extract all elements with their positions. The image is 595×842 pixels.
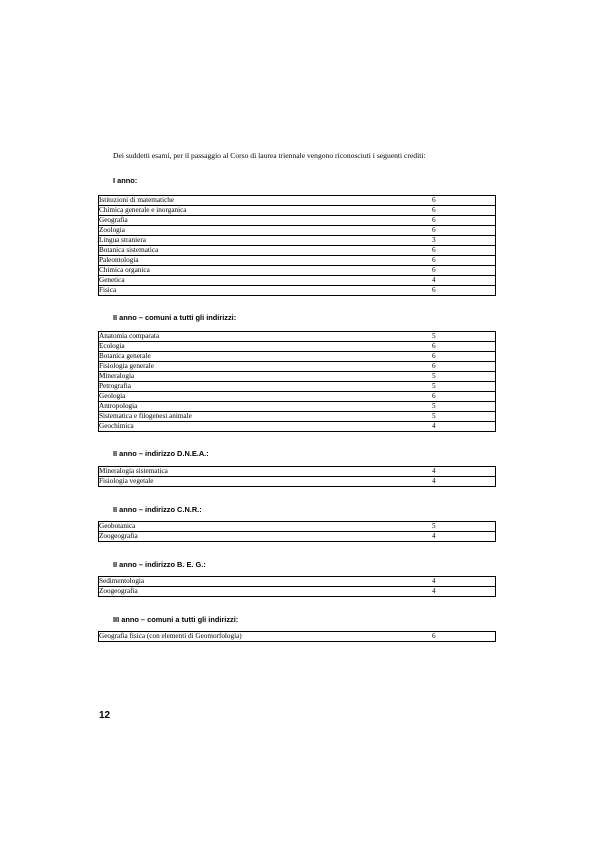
table-row	[99, 266, 496, 276]
course-name: Paleontologia	[99, 256, 433, 266]
course-credits: 6	[432, 226, 496, 236]
course-credits: 5	[432, 522, 496, 532]
section-heading: II anno – comuni a tutti gli indirizzi:	[113, 313, 237, 322]
table-row	[99, 226, 496, 236]
course-name: Botanica sistematica	[99, 246, 433, 256]
course-credits: 6	[432, 392, 496, 402]
course-name: Fisiologia generale	[99, 362, 433, 372]
course-name: Botanica generale	[99, 352, 433, 362]
credits-table	[98, 331, 496, 432]
section-heading: II anno – indirizzo D.N.E.A.:	[113, 449, 209, 458]
table-row	[99, 246, 496, 256]
course-credits: 6	[432, 206, 496, 216]
course-name: Fisiologia vegetale	[99, 477, 433, 487]
table-row	[99, 276, 496, 286]
credits-table	[98, 521, 496, 542]
course-name: Lingua straniera	[99, 236, 433, 246]
course-name: Fisica	[99, 286, 433, 296]
table-row	[99, 402, 496, 412]
table-row	[99, 196, 496, 206]
course-name: Geologia	[99, 392, 433, 402]
course-name: Chimica generale e inorganica	[99, 206, 433, 216]
course-credits: 6	[432, 196, 496, 206]
credits-table	[98, 466, 496, 487]
table-row	[99, 342, 496, 352]
course-name: Petrografia	[99, 382, 433, 392]
course-name: Mineralogia	[99, 372, 433, 382]
course-name: Geografia	[99, 216, 433, 226]
course-credits: 6	[432, 216, 496, 226]
credits-table	[98, 631, 496, 642]
course-credits: 4	[432, 467, 496, 477]
table-row	[99, 206, 496, 216]
course-name: Zoologia	[99, 226, 433, 236]
course-name: Zoogeografia	[99, 587, 433, 597]
section-heading: III anno – comuni a tutti gli indirizzi:	[113, 615, 239, 624]
intro-text: Dei suddetti esami, per il passaggio al Corso di laurea triennale vengono riconosciuti i seguenti crediti:	[113, 151, 426, 160]
course-credits: 4	[432, 577, 496, 587]
course-name: Geochimica	[99, 422, 433, 432]
credits-table	[98, 576, 496, 597]
course-name: Anatomia comparata	[99, 332, 433, 342]
course-name: Zoogeografia	[99, 532, 433, 542]
table-row	[99, 422, 496, 432]
course-credits: 4	[432, 532, 496, 542]
course-credits: 4	[432, 276, 496, 286]
page-number: 12	[99, 710, 111, 721]
table-row	[99, 522, 496, 532]
course-name: Geobotanica	[99, 522, 433, 532]
table-row	[99, 412, 496, 422]
table-row	[99, 236, 496, 246]
table-row	[99, 392, 496, 402]
course-credits: 6	[432, 246, 496, 256]
table-row	[99, 577, 496, 587]
course-credits: 6	[432, 266, 496, 276]
course-credits: 5	[432, 332, 496, 342]
credits-table	[98, 195, 496, 296]
course-name: Chimica organica	[99, 266, 433, 276]
table-row	[99, 256, 496, 266]
table-row	[99, 382, 496, 392]
course-credits: 6	[432, 362, 496, 372]
course-credits: 5	[432, 402, 496, 412]
course-credits: 5	[432, 382, 496, 392]
table-row	[99, 532, 496, 542]
course-credits: 6	[432, 256, 496, 266]
course-name: Geografia fisica (con elementi di Geomorfologia)	[99, 632, 433, 642]
course-name: Sistematica e filogenesi animale	[99, 412, 433, 422]
table-row	[99, 372, 496, 382]
table-row	[99, 216, 496, 226]
course-credits: 3	[432, 236, 496, 246]
course-name: Mineralogia sistematica	[99, 467, 433, 477]
table-row	[99, 477, 496, 487]
section-heading: I anno:	[113, 176, 138, 185]
section-heading: II anno – indirizzo B. E. G.:	[113, 560, 206, 569]
table-row	[99, 587, 496, 597]
table-row	[99, 632, 496, 642]
course-name: Ecologia	[99, 342, 433, 352]
course-credits: 5	[432, 372, 496, 382]
course-credits: 6	[432, 632, 496, 642]
table-row	[99, 286, 496, 296]
course-name: Genetica	[99, 276, 433, 286]
table-row	[99, 332, 496, 342]
course-credits: 6	[432, 342, 496, 352]
course-credits: 6	[432, 352, 496, 362]
section-heading: II anno – indirizzo C.N.R.:	[113, 505, 202, 514]
course-credits: 6	[432, 286, 496, 296]
course-credits: 5	[432, 412, 496, 422]
course-credits: 4	[432, 477, 496, 487]
course-credits: 4	[432, 587, 496, 597]
table-row	[99, 467, 496, 477]
course-name: Antropologia	[99, 402, 433, 412]
table-row	[99, 352, 496, 362]
course-name: Sedimentologia	[99, 577, 433, 587]
course-name: Istituzioni di matematiche	[99, 196, 433, 206]
course-credits: 4	[432, 422, 496, 432]
table-row	[99, 362, 496, 372]
